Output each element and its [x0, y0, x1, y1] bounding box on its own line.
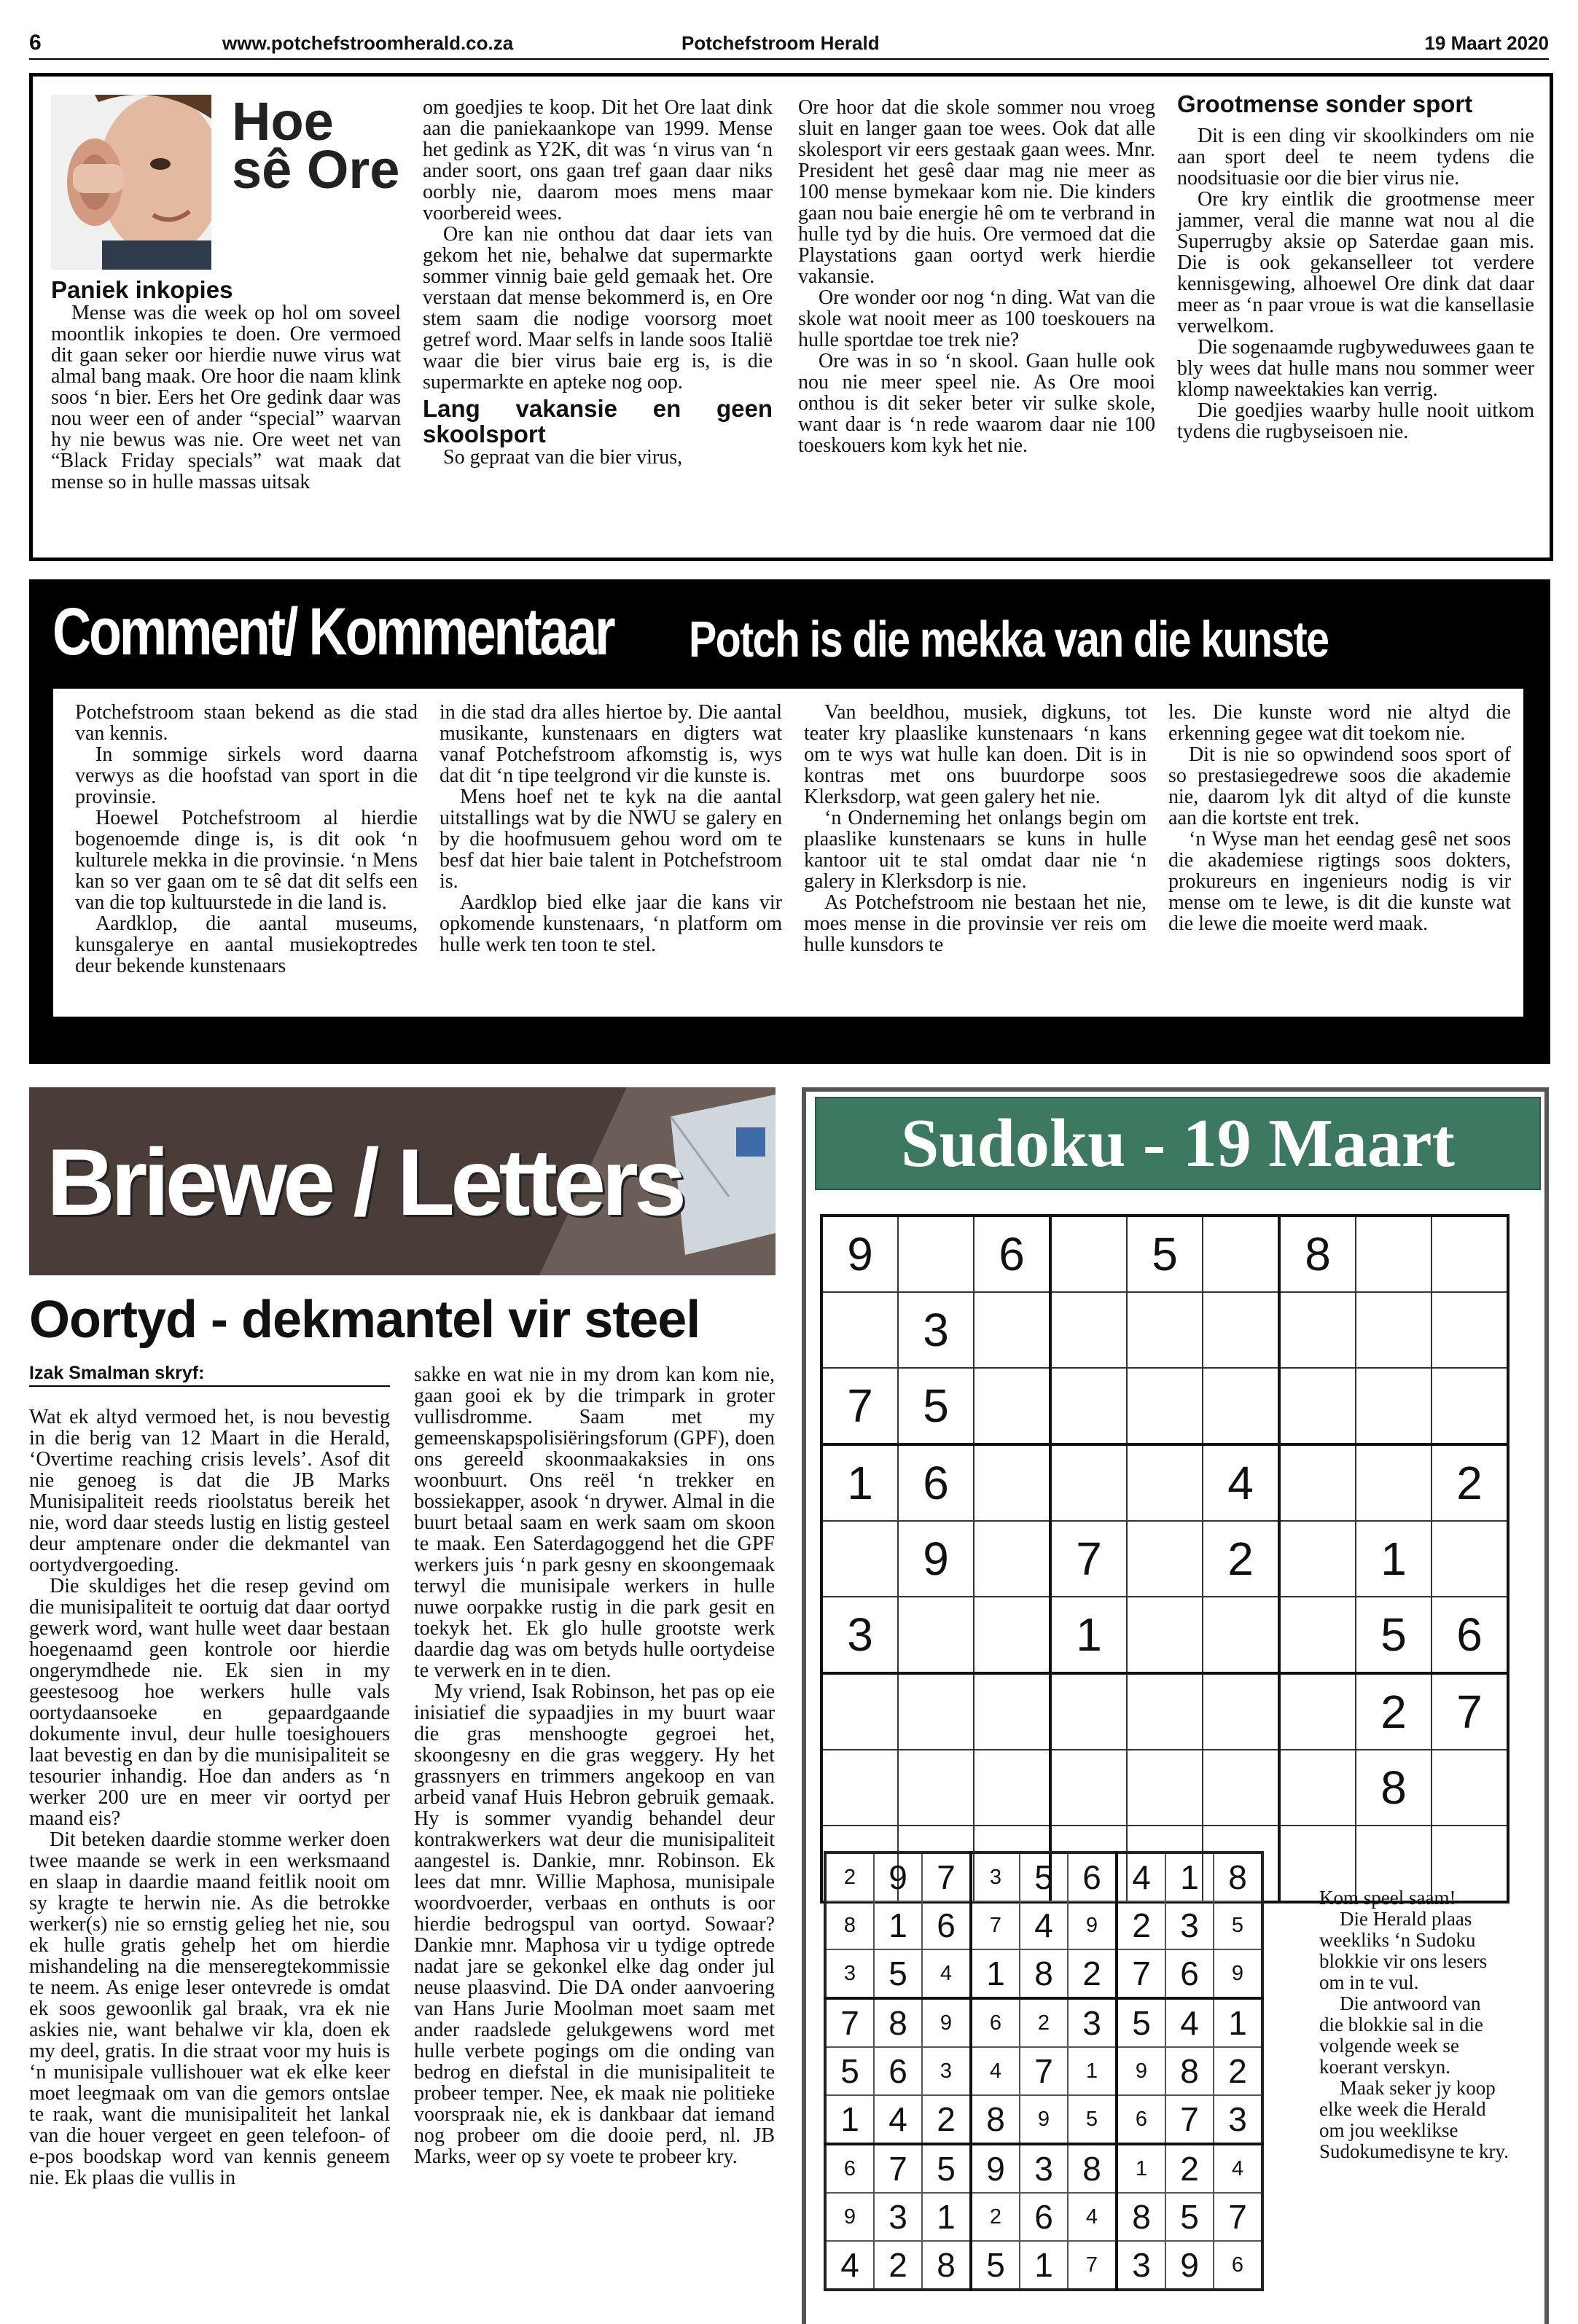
sudoku-cell: 5: [825, 2047, 874, 2095]
sudoku-cell: 1: [1050, 1597, 1127, 1673]
sudoku-row: [821, 1216, 1508, 1292]
article-paragraph: Ore hoor dat die skole sommer nou vroeg sluit en langer gaan toe wees. Ook dat alle skolesport vir eers gestaak gaan wees. Mnr. President het gesê daar mag nie meer as 100 mense bymekaar kom nie. Die kinders gaan nou baie energie hê om te verbrand in hulle tyd by die huis. Ore vermoed dat die Playstations gaan oortyd werk hierdie vakansie.: [798, 96, 1155, 288]
sudoku-cell: 6: [1068, 1852, 1117, 1901]
sudoku-row: [825, 2095, 1262, 2144]
sudoku-cell: [1203, 1597, 1279, 1673]
article-paragraph: sakke en wat nie in my drom kan kom nie, gaan gooi ek by die trimpark in groter vullisdromme. Saam met my gemeenskapspolisiëringsforum (GPF), doen ons gereeld skoonmaakaksies in ons woonbuurt. Ons reël ‘n trekker en bossiekapper, asook ‘n drywer. Almal in die buurt betaal saam en werk saam om skoon te maak. Een Saterdagoggend het die GPF werkers juis ‘n park gesny en skoongemaak terwyl die munisipale werkers in hulle nuwe oorpakke rustig in die park gesit en toekyk het. Ek glo hulle grootste werk daardie dag was om betyds hulle oortydeise te verwerk en in te dien.: [414, 1364, 775, 1682]
sudoku-cell: [898, 1597, 974, 1673]
article-paragraph: Ore kry eintlik die grootmense meer jammer, veral die manne wat nou al die Superrugby aksie op Saterdae gaan mis. Die is ook gekanselleer tot verdere kennisgewing, alhoewel Ore dink dat daar meer as ‘n paar vroue is wat die kansellasie verwelkom.: [1177, 188, 1534, 337]
sudoku-cell: [974, 1292, 1050, 1368]
sudoku-cell: 4: [1020, 1901, 1068, 1949]
sudoku-cell: [1356, 1216, 1431, 1292]
sudoku-row: [821, 1750, 1508, 1826]
sudoku-cell: 9: [1214, 1949, 1262, 1998]
article-heading-vakansie: Lang vakansie en geen skoolsport: [423, 395, 773, 447]
sudoku-cell: 2: [1431, 1444, 1508, 1521]
sudoku-cell: 7: [1020, 2047, 1068, 2095]
issue-date: 19 Maart 2020: [1424, 32, 1549, 54]
sudoku-cell: 5: [1356, 1597, 1431, 1673]
article-paragraph: Aardklop, die aantal museums, kunsgalerye en aantal musiekoptredes deur bekende kunstenaars: [75, 912, 418, 977]
sudoku-cell: [821, 1292, 898, 1368]
sudoku-cell: [1203, 1750, 1279, 1826]
sudoku-cell: 9: [874, 1852, 922, 1901]
sidebar-paragraph: Die Herald plaas weekliks ‘n Sudoku blokkie vir ons lesers om in te vul.: [1319, 1908, 1488, 1993]
sudoku-cell: 6: [1165, 1949, 1214, 1998]
sudoku-cell: [974, 1597, 1050, 1673]
sudoku-cell: 4: [971, 2047, 1020, 2095]
comment-body: [53, 689, 1523, 1017]
sudoku-cell: 2: [1356, 1673, 1431, 1750]
sudoku-cell: [974, 1750, 1050, 1826]
sudoku-cell: [1127, 1597, 1203, 1673]
article-paragraph: Die sogenaamde rugbyweduwees gaan te bly wees dat hulle mans nou sommer weer klomp naweektakies kan verrig.: [1177, 336, 1534, 401]
sudoku-cell: 1: [1020, 2241, 1068, 2290]
sudoku-cell: 7: [874, 2144, 922, 2193]
comment-title: Potch is die mekka van die kunste: [689, 611, 1329, 668]
sudoku-cell: 8: [971, 2095, 1020, 2144]
article-paragraph: Potchefstroom staan bekend as die stad van kennis.: [75, 701, 418, 745]
letter-headline: Oortyd - dekmantel vir steel: [29, 1291, 700, 1349]
article-paragraph: Aardklop bied elke jaar die kans vir opkomende kunstenaars, ‘n platform om hulle werk ten toon te stel.: [440, 891, 782, 956]
sudoku-cell: 1: [825, 2095, 874, 2144]
sudoku-cell: 7: [825, 1998, 874, 2047]
sudoku-row: [825, 2241, 1262, 2290]
sudoku-cell: 9: [971, 2144, 1020, 2193]
sudoku-cell: [1203, 1368, 1279, 1444]
sudoku-cell: 9: [922, 1998, 971, 2047]
sudoku-cell: [1127, 1444, 1203, 1521]
sudoku-cell: 2: [825, 1852, 874, 1901]
sudoku-cell: 7: [1214, 2193, 1262, 2241]
logo-text: Hoe sê Ore: [232, 91, 400, 200]
sudoku-cell: 2: [922, 2095, 971, 2144]
sudoku-cell: 1: [1356, 1521, 1431, 1597]
sidebar-paragraph: Maak seker jy koop elke week die Herald om jou weeklikse Sudokumedisyne te kry.: [1319, 2077, 1509, 2162]
sudoku-row: [821, 1444, 1508, 1521]
sudoku-cell: [1356, 1368, 1431, 1444]
sudoku-cell: [1050, 1292, 1127, 1368]
sudoku-cell: 3: [825, 1949, 874, 1998]
sudoku-cell: [1431, 1368, 1508, 1444]
sudoku-cell: 6: [1431, 1597, 1508, 1673]
article-paragraph: Dit is een ding vir skoolkinders om nie aan sport deel te neem tydens die noodsituasie oor die bier virus nie.: [1177, 125, 1534, 189]
article-paragraph: Ore kan nie onthou dat daar iets van gekom het nie, behalwe dat supermarkte sommer vinnig baie geld gemaak het. Ore verstaan dat mense bekommerd is, en Ore stem saam die nodige voorsorg moet getref word. Maar selfs in lande soos Italië waar die bier virus baie erg is, is die supermarkte en apteke nog oop.: [423, 223, 773, 394]
comment-section: [29, 579, 1550, 1064]
sudoku-cell: 8: [825, 1901, 874, 1949]
sudoku-cell: [1279, 1444, 1356, 1521]
sudoku-cell: 4: [874, 2095, 922, 2144]
sudoku-cell: 2: [874, 2241, 922, 2290]
sudoku-cell: [821, 1521, 898, 1597]
hoe-se-ore-logo: [51, 91, 401, 270]
hoe-col-1: [51, 277, 401, 493]
sudoku-cell: 9: [821, 1216, 898, 1292]
sudoku-cell: [1127, 1368, 1203, 1444]
article-paragraph: Mens hoef net te kyk na die aantal uitstallings wat by die NWU se galery en by die hoofmusuem gehou word om te besf dat hier baie talent in Potchefstroom is.: [440, 786, 782, 893]
sudoku-cell: [1431, 1521, 1508, 1597]
sudoku-cell: [1050, 1444, 1127, 1521]
sudoku-cell: 4: [1068, 2193, 1117, 2241]
sudoku-cell: 3: [1214, 2095, 1262, 2144]
comment-col-1: [75, 702, 418, 977]
hoe-col-2: [423, 97, 773, 468]
sudoku-cell: [1050, 1750, 1127, 1826]
sudoku-cell: 7: [922, 1852, 971, 1901]
sudoku-cell: 2: [1068, 1949, 1117, 1998]
sudoku-row: [825, 1852, 1262, 1901]
article-paragraph: ‘n Wyse man het eendag gesê net soos die akademiese rigtings soos dokters, prokureurs en ingenieurs nodig is vir mense om te lewe, is dit die kunste wat die lewe die moeite werd maak.: [1168, 828, 1511, 935]
sudoku-cell: 5: [1165, 2193, 1214, 2241]
sudoku-cell: 4: [1203, 1444, 1279, 1521]
sudoku-cell: 6: [898, 1444, 974, 1521]
sudoku-cell: 6: [1020, 2193, 1068, 2241]
sudoku-cell: 8: [922, 2241, 971, 2290]
sudoku-cell: [1050, 1368, 1127, 1444]
sudoku-cell: 7: [1050, 1521, 1127, 1597]
sudoku-row: [825, 1949, 1262, 1998]
ear-photo-icon: [51, 95, 211, 270]
sudoku-cell: 3: [922, 2047, 971, 2095]
sudoku-cell: 4: [1165, 1998, 1214, 2047]
sudoku-cell: 9: [1117, 2047, 1165, 2095]
sudoku-row: [821, 1597, 1508, 1673]
sudoku-cell: 6: [1214, 2241, 1262, 2290]
sudoku-cell: 8: [1279, 1216, 1356, 1292]
sudoku-cell: 6: [825, 2144, 874, 2193]
article-paragraph: Van beeldhou, musiek, digkuns, tot teater kry plaaslike kunstenaars ‘n kans om te wys wat hulle kan doen. Dit is in kontras met ons buurdorpe soos Klerksdorp, wat geen galery het nie.: [804, 701, 1147, 808]
sudoku-cell: 3: [898, 1292, 974, 1368]
article-paragraph: Dit beteken daardie stomme werker doen twee maande se werk in een werksmaand en slaap in daardie maand feitlik nooit om sy kragte te herwin nie. As die betrokke werker(s) nie so ernstig gelieg het nie, sou ek hulle gratis gehelp het om hierdie mishandeling na die menseregtekommissie te neem. As enige leser ontevrede is omdat ek soos gewoonlik gal braak, vra ek nie askies nie, want behalwe vir kla, doen ek my deel, gratis. In die straat voor my huis is ‘n munisipale vullishouer wat ek elke keer moet leegmaak om van die gemors ontslae te raak, want die munisipaliteit het lankal van die houer vergeet en geen telefoon- of e-pos boodskap word van kennis geneem nie. Ek plaas die vullis in: [29, 1828, 390, 2189]
sudoku-cell: 5: [898, 1368, 974, 1444]
article-paragraph: ‘n Onderneming het onlangs begin om plaaslike kunstenaars se kuns in hulle kantoor uit te stal omdat daar nie ‘n galery in Klerksdorp is nie.: [804, 807, 1147, 893]
sudoku-cell: 6: [974, 1216, 1050, 1292]
sudoku-cell: 8: [1068, 2144, 1117, 2193]
sudoku-cell: 3: [1117, 2241, 1165, 2290]
sudoku-cell: [1279, 1597, 1356, 1673]
sudoku-cell: 7: [971, 1901, 1020, 1949]
sudoku-cell: 5: [1020, 1852, 1068, 1901]
sudoku-cell: [821, 1750, 898, 1826]
sudoku-cell: 4: [922, 1949, 971, 1998]
article-paragraph: In sommige sirkels word daarna verwys as die hoofstad van sport in die provinsie.: [75, 743, 418, 808]
sudoku-cell: 2: [1165, 2144, 1214, 2193]
sudoku-cell: [1431, 1292, 1508, 1368]
sudoku-title: Sudoku - 19 Maart: [901, 1106, 1455, 1181]
letter-col-1: [29, 1406, 390, 2188]
sudoku-cell: 2: [1020, 1998, 1068, 2047]
sudoku-cell: [1279, 1292, 1356, 1368]
sudoku-cell: 5: [1127, 1216, 1203, 1292]
sudoku-cell: [898, 1673, 974, 1750]
article-paragraph: Die goedjies waarby hulle nooit uitkom tydens die rugbyseisoen nie.: [1177, 399, 1534, 443]
sudoku-cell: [974, 1444, 1050, 1521]
sudoku-cell: [1279, 1673, 1356, 1750]
sudoku-cell: 1: [1117, 2144, 1165, 2193]
sudoku-cell: [974, 1673, 1050, 1750]
sudoku-cell: 3: [874, 2193, 922, 2241]
sudoku-cell: 1: [922, 2193, 971, 2241]
article-paragraph: Ore wonder oor nog ‘n ding. Wat van die skole wat nooit meer as 100 toeskouers na hulle sportdae toe trek nie?: [798, 286, 1155, 351]
sudoku-cell: [1050, 1673, 1127, 1750]
sudoku-sidebar: [1319, 1887, 1509, 2162]
hoe-col-3: [798, 97, 1155, 456]
sudoku-cell: 5: [874, 1949, 922, 1998]
sudoku-solution-grid: [824, 1851, 1264, 2291]
sudoku-cell: 1: [971, 1949, 1020, 1998]
page-header: [29, 29, 1549, 60]
sudoku-cell: 2: [971, 2193, 1020, 2241]
sudoku-row: [821, 1292, 1508, 1368]
sudoku-cell: 9: [1068, 1901, 1117, 1949]
sudoku-cell: 3: [1165, 1901, 1214, 1949]
sudoku-cell: 8: [1214, 1852, 1262, 1901]
letter-byline: Izak Smalman skryf:: [29, 1363, 390, 1387]
sudoku-cell: 4: [825, 2241, 874, 2290]
sudoku-cell: 5: [922, 2144, 971, 2193]
sudoku-cell: 6: [971, 1998, 1020, 2047]
sudoku-row: [825, 2144, 1262, 2193]
sudoku-cell: 1: [1068, 2047, 1117, 2095]
article-paragraph: Mense was die week op hol om soveel moontlik inkopies te doen. Ore vermoed dit gaan seker oor hierdie nuwe virus wat almal bang maak. Ore hoor die naam klink soos ‘n bier. Eers het Ore gedink daar was nou weer een of ander “special” waarvan hy nie bewus was nie. Ore weet net van “Black Friday specials” wat maak dat mense so in hulle massas uitsak: [51, 302, 401, 493]
sudoku-cell: 4: [1117, 1852, 1165, 1901]
sudoku-cell: 7: [1068, 2241, 1117, 2290]
sudoku-cell: 2: [1214, 2047, 1262, 2095]
sudoku-cell: 8: [874, 1998, 922, 2047]
sudoku-cell: [821, 1673, 898, 1750]
hoe-col-4: [1177, 91, 1534, 442]
sudoku-cell: [1279, 1368, 1356, 1444]
sudoku-cell: 5: [971, 2241, 1020, 2290]
letter-col-2: [414, 1364, 775, 2167]
sudoku-cell: 9: [1165, 2241, 1214, 2290]
sudoku-cell: 3: [1020, 2144, 1068, 2193]
comment-label: Comment/ Kommentaar: [52, 595, 614, 669]
sudoku-row: [825, 2193, 1262, 2241]
hoe-se-ore-section: [29, 73, 1553, 561]
sudoku-cell: 9: [898, 1521, 974, 1597]
sudoku-puzzle-grid: [820, 1214, 1509, 1904]
sudoku-cell: [1127, 1292, 1203, 1368]
sudoku-cell: 1: [821, 1444, 898, 1521]
website-url: www.potchefstroomherald.co.za: [222, 32, 514, 54]
article-paragraph: Dit is nie so opwindend soos sport of so prestasiegedrewe soos die akademie nie, daarom lyk dit altyd of die kunste aan die kortste ent trek.: [1168, 743, 1511, 829]
sudoku-cell: 7: [821, 1368, 898, 1444]
sudoku-cell: 8: [1165, 2047, 1214, 2095]
sudoku-cell: 2: [1203, 1521, 1279, 1597]
article-paragraph: Hoewel Potchefstroom al hierdie bogenoemde dinge is, is dit ook ‘n kulturele mekka in die provinsie. ‘n Mens kan so ver gaan om te sê dat dit selfs een van die top kultuurstede in die land is.: [75, 807, 418, 914]
article-paragraph: les. Die kunste word nie altyd die erkenning gegee wat dit toekom nie.: [1168, 701, 1511, 745]
comment-col-4: [1168, 702, 1511, 934]
letters-banner: [29, 1087, 776, 1275]
sudoku-row: [821, 1521, 1508, 1597]
publication-name: Potchefstroom Herald: [681, 32, 880, 54]
sudoku-cell: [1203, 1216, 1279, 1292]
article-paragraph: Ore was in so ‘n skool. Gaan hulle ook nou nie meer speel nie. As Ore mooi onthou is dit seker beter vir sulke skole, want daar is ‘n rede waarom daar nie 100 toeskouers kom kyk het nie.: [798, 350, 1155, 457]
sudoku-cell: [1203, 1292, 1279, 1368]
sudoku-cell: 6: [874, 2047, 922, 2095]
sudoku-cell: 8: [1020, 1949, 1068, 1998]
comment-col-3: [804, 702, 1147, 955]
sudoku-cell: 7: [1117, 1949, 1165, 1998]
sudoku-row: [821, 1673, 1508, 1750]
sudoku-cell: 3: [971, 1852, 1020, 1901]
article-paragraph: My vriend, Isak Robinson, het pas op eie inisiatief die sypaadjies in my buurt waar die gras menshoogte gegroei het, skoongesny en die gras weggery. Hy het grassnyers en trimmers angekoop en van arbeid vanaf Huis Hebron gebruik gemaak. Hy is sommer vyandig behandel deur kontrakwerkers wat deur die munisipaliteit aangestel is. Dankie, mnr. Robinson. Ek lees dat mnr. Willie Maphosa, munisipale woordvoerder, verbaas en onthuts is oor hierdie bedrogspul van oortyd. Sowaar? Dankie mnr. Maphosa vir u tydige optrede nadat jare se gekonkel elke dag onder jul neuse plaasvind. Die DA onder aanvoering van Hans Jurie Moolman moet saam met ander raadslede gelukgewens word met hulle verbete pogings om die onding van bedrog en diefstal in die munisipaliteit te probeer temper. Nee, ek maak nie politieke voorspraak nie, ek is dankbaar dat iemand nog probeer om die dooie perd, nl. JB Marks, weer op sy voete te probeer kry.: [414, 1681, 775, 2168]
article-paragraph: So gepraat van die bier virus,: [443, 446, 683, 469]
sudoku-title-banner: [815, 1097, 1541, 1190]
sudoku-cell: 1: [1214, 1998, 1262, 2047]
sudoku-cell: 6: [922, 1901, 971, 1949]
sudoku-cell: 9: [825, 2193, 874, 2241]
sudoku-cell: 8: [1117, 2193, 1165, 2241]
sudoku-cell: [1356, 1444, 1431, 1521]
article-paragraph: om goedjies te koop. Dit het Ore laat dink aan die paniekaankope van 1999. Mense het gedink as Y2K, dit was ‘n virus van ‘n ander soort, ons gaan tref gaan daar niks oorbly nie, daarom moes mens maar voorbereid wees.: [423, 96, 773, 224]
sudoku-cell: 3: [821, 1597, 898, 1673]
sudoku-cell: [1127, 1673, 1203, 1750]
sudoku-cell: 2: [1117, 1901, 1165, 1949]
article-heading-grootmense: Grootmense sonder sport: [1177, 90, 1473, 117]
sudoku-cell: 6: [1117, 2095, 1165, 2144]
sudoku-cell: [1279, 1750, 1356, 1826]
sudoku-cell: [974, 1521, 1050, 1597]
sudoku-cell: 1: [1165, 1852, 1214, 1901]
sudoku-row: [825, 2047, 1262, 2095]
sudoku-row: [821, 1368, 1508, 1444]
sudoku-cell: 5: [1117, 1998, 1165, 2047]
sudoku-cell: [1127, 1521, 1203, 1597]
sudoku-cell: 3: [1068, 1998, 1117, 2047]
sudoku-cell: [1127, 1750, 1203, 1826]
letters-banner-title: Briewe / Letters: [47, 1129, 683, 1235]
sudoku-cell: 4: [1214, 2144, 1262, 2193]
sudoku-cell: 9: [1020, 2095, 1068, 2144]
comment-col-2: [440, 702, 782, 955]
sudoku-cell: 5: [1068, 2095, 1117, 2144]
sudoku-cell: [1203, 1673, 1279, 1750]
sudoku-cell: 1: [874, 1901, 922, 1949]
article-heading-paniek: Paniek inkopies: [51, 276, 233, 303]
sudoku-cell: [898, 1750, 974, 1826]
article-paragraph: As Potchefstroom nie bestaan het nie, moes mense in die provinsie ver reis om hulle kunsdors te: [804, 891, 1147, 956]
sudoku-cell: 7: [1431, 1673, 1508, 1750]
sudoku-cell: [1279, 1521, 1356, 1597]
article-paragraph: Wat ek altyd vermoed het, is nou bevestig in die berig van 12 Maart in die Herald, ‘Overtime reaching crisis levels’. Asof dit nie genoeg is dat die JB Marks Munisipaliteit reeds rioolstatus bereik het nie, word daar steeds lustig en listig gesteel deur amptenare onder die dekmantel van oortydvergoeding.: [29, 1406, 390, 1576]
sidebar-paragraph: Die antwoord van die blokkie sal in die volgende week se koerant verskyn.: [1319, 1992, 1483, 2078]
sudoku-cell: [898, 1216, 974, 1292]
sidebar-paragraph: Kom speel saam!: [1319, 1887, 1456, 1909]
page-number: 6: [29, 31, 42, 55]
sudoku-cell: [1050, 1216, 1127, 1292]
sudoku-row: [825, 1901, 1262, 1949]
sudoku-cell: 5: [1214, 1901, 1262, 1949]
sudoku-row: [825, 1998, 1262, 2047]
article-paragraph: Die skuldiges het die resep gevind om die munisipaliteit te oortuig dat daar oortyd gewerk word, want hulle weet daar bestaan hoegenaamd geen kontrole oor hierdie ongerymdhede nie. Ek sien in my geestesoog hoe werkers hulle vals oortydaansoeke en gepaardgaande dokumente invul, deur hulle toesighouers laat bevestig en dan by die munisipaliteit se tesourier inhandig. Hoe dan anders as ‘n werker 200 ure en meer vir oortyd per maand eis?: [29, 1575, 390, 1830]
article-paragraph: in die stad dra alles hiertoe by. Die aantal musikante, kunstenaars en digters wat vanaf Potchefstroom afkomstig is, wys dat dit ‘n tipe teelgrond vir die kunste is.: [440, 701, 782, 787]
sudoku-cell: [1356, 1292, 1431, 1368]
sudoku-cell: 8: [1356, 1750, 1431, 1826]
sudoku-cell: [1431, 1750, 1508, 1826]
sudoku-cell: 7: [1165, 2095, 1214, 2144]
sudoku-cell: [1431, 1216, 1508, 1292]
sudoku-cell: [974, 1368, 1050, 1444]
